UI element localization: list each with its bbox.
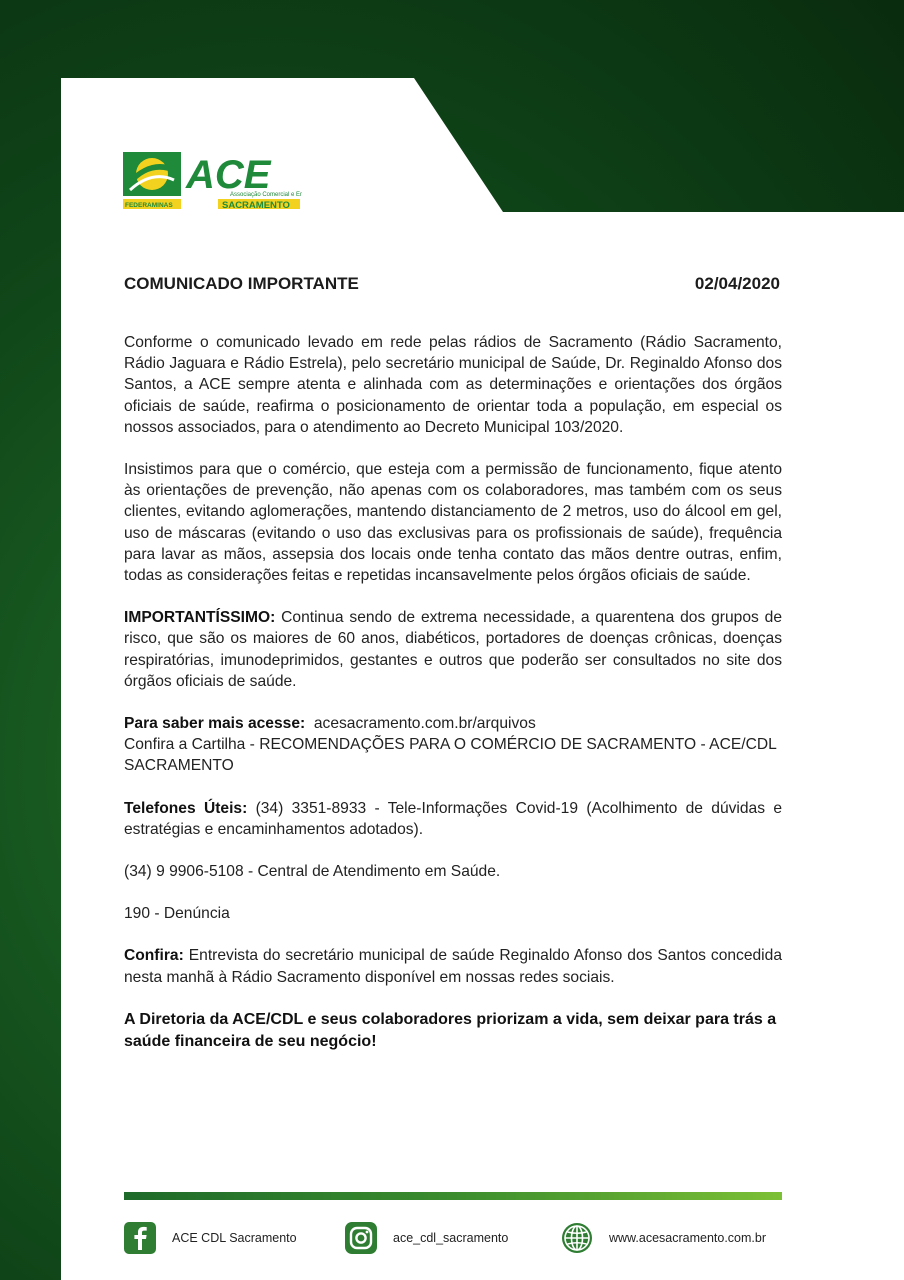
paragraph-prevention: Insistimos para que o comércio, que esteja com a permissão de funcionamento, fique atento às orientações de prevenção, não apenas com os colaboradores, mas também com os seus clientes, evitando aglomerações, mantendo distanciamento de 2 metros, uso do álcool em gel, uso de máscaras (evitando o uso das exclusivas para os profissionais de saúde), frequência para lavar as mãos, assepsia dos locais onde tenha contato das mãos dentre outras, enfim, todas as considerações feitas e repetidas incansavelmente pelos órgãos oficiais de saúde. xyxy=(124,461,782,585)
more-info-link[interactable]: acesacramento.com.br/arquivos xyxy=(305,715,536,733)
phones-label: Telefones Úteis: xyxy=(124,799,248,817)
more-info-label: Para saber mais acesse: xyxy=(124,715,306,733)
svg-text:Associação Comercial e Empresa: Associação Comercial e E xyxy=(230,192,301,198)
footer-website[interactable] xyxy=(561,1222,766,1254)
svg-text:FEDERAMINAS: FEDERAMINAS xyxy=(125,202,173,209)
closing-statement: A Diretoria da ACE/CDL e seus colaboradores priorizam a vida, sem deixar para trás a saúde financeira de seu negócio! xyxy=(124,1010,777,1050)
svg-text:ACE: ACE xyxy=(186,153,271,197)
paragraph-interview xyxy=(124,945,782,987)
paragraph-intro: Conforme o comunicado levado em rede pelas rádios de Sacramento (Rádio Sacramento, Rádio Jaguara e Rádio Estrela), pelo secretário municipal de Saúde, Dr. Reginaldo Afonso dos Santos, a ACE sempre atenta e alinhada com as determinações e orientações dos órgãos oficiais de saúde, reafirma o posicionamento de orientar toda a população, em especial os nossos associados, para o atendimento ao Decreto Municipal 103/2020. xyxy=(124,334,782,436)
interview-label: Confira: xyxy=(124,947,184,965)
paragraph-health-center: (34) 9 9906-5108 - Central de Atendimento em Saúde. xyxy=(124,863,501,881)
instagram-label: ace_cdl_sacramento xyxy=(393,1231,509,1245)
paragraph-important xyxy=(124,607,782,692)
footer-divider xyxy=(124,1192,782,1200)
instagram-icon xyxy=(345,1222,377,1254)
phones-text: (34) 3351-8933 - Tele-Informações Covid-19 (Acolhimento de dúvidas e estratégias e encaminhamentos adotados). xyxy=(124,799,782,838)
footer-facebook[interactable] xyxy=(124,1222,297,1254)
notice-date: 02/04/2020 xyxy=(694,274,780,293)
paragraph-complaint: 190 - Denúncia xyxy=(124,905,230,923)
notice-title: COMUNICADO IMPORTANTE xyxy=(124,274,359,293)
website-label: www.acesacramento.com.br xyxy=(609,1231,767,1245)
footer-instagram[interactable] xyxy=(345,1222,508,1254)
notice-body xyxy=(124,332,782,1074)
facebook-icon xyxy=(124,1222,156,1254)
ace-logo xyxy=(122,150,302,214)
more-info-booklet: Confira a Cartilha - RECOMENDAÇÕES PARA O COMÉRCIO DE SACRAMENTO - ACE/CDL SACRAMENTO xyxy=(124,736,777,775)
svg-text:SACRAMENTO: SACRAMENTO xyxy=(222,200,290,211)
paragraph-phones xyxy=(124,798,782,840)
paragraph-more-info xyxy=(124,713,782,777)
important-text: Continua sendo de extrema necessidade, a quarentena dos grupos de risco, que são os maiores de 60 anos, diabéticos, portadores de doenças crônicas, doenças respiratórias, imunodeprimidos, gestantes e outros que poderão ser consultados no site dos órgãos oficiais de saúde. xyxy=(124,609,782,690)
facebook-label: ACE CDL Sacramento xyxy=(172,1231,297,1245)
interview-text: Entrevista do secretário municipal de saúde Reginaldo Afonso dos Santos concedida nesta manhã à Rádio Sacramento disponível em nossas redes sociais. xyxy=(124,947,782,986)
important-label: IMPORTANTÍSSIMO: xyxy=(124,609,276,627)
notice-header xyxy=(124,274,780,298)
globe-icon xyxy=(561,1222,593,1254)
